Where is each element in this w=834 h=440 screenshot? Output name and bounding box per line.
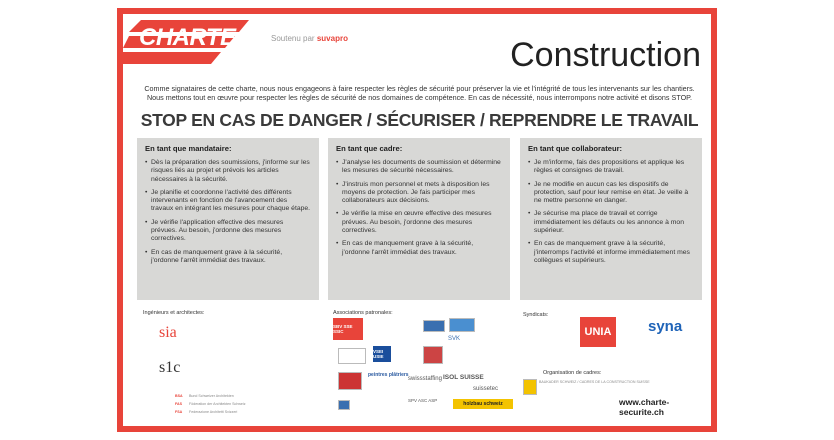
fsa-code: FSA xyxy=(175,410,183,414)
holzbau-logo: holzbau schweiz xyxy=(453,399,513,409)
list-item: • Je ne modifie en aucun cas les dispositifs de protection, sauf pour leur remise en état. Je veille à ne mettre personne en danger. xyxy=(528,181,694,206)
column-mandataire xyxy=(137,138,319,300)
charte-logo: CHARTE xyxy=(139,24,236,51)
association-logo xyxy=(423,346,443,364)
website-link[interactable]: www.charte-securite.ch xyxy=(619,397,670,417)
supported-by: Soutenu par suvapro xyxy=(271,34,348,43)
sic-logo: s1c xyxy=(159,359,181,376)
cadre-label: Organisation de cadres: xyxy=(543,370,602,376)
list-item: • En cas de manquement grave à la sécurité, j'ordonne l'arrêt immédiat des travaux. xyxy=(145,249,311,266)
list-item: • Je m'informe, fais des propositions et applique les règles et consignes de travail. xyxy=(528,159,694,176)
list-item: • Je vérifie l'application effective des mesures prévues. Au besoin, j'ordonne des mesures correctives. xyxy=(145,219,311,244)
unia-logo: UNIA xyxy=(580,317,616,347)
list-item: • Je vérifie la mise en œuvre effective des mesures prévues. Au besoin, j'ordonne des mesures correctives. xyxy=(336,210,502,235)
column-title: En tant que cadre: xyxy=(336,144,403,153)
suissetec-logo: suissetec xyxy=(473,386,499,392)
list-item: • Dès la préparation des soumissions, j'informe sur les risques liés au projet et prévois les articles nécessaires à la sécurité. xyxy=(145,159,311,184)
swissstaffing-logo: swissstaffing xyxy=(408,376,442,382)
engineers-label: Ingénieurs et architectes: xyxy=(143,310,205,316)
syna-logo: syna xyxy=(648,318,683,335)
sbv-logo: SBV SSE SSIC xyxy=(333,318,363,340)
association-logo xyxy=(338,372,362,390)
association-logo xyxy=(449,318,475,332)
column-cadre xyxy=(328,138,510,300)
column-collaborateur xyxy=(520,138,702,300)
column-title: En tant que mandataire: xyxy=(145,144,232,153)
list-item: • En cas de manquement grave à la sécurité, j'ordonne l'arrêt immédiat des travaux. xyxy=(336,240,502,257)
list-item: • Je sécurise ma place de travail et corrige immédiatement les défauts ou les annonce à mon supérieur. xyxy=(528,210,694,235)
stop-banner: STOP EN CAS DE DANGER / SÉCURISER / REPRENDRE LE TRAVAIL xyxy=(140,110,699,130)
peintres-logo: peintres plâtriers xyxy=(368,372,409,378)
spv-logo: SPV ASC ASP xyxy=(408,398,438,403)
association-logo xyxy=(338,400,350,410)
isol-logo: ISOL SUISSE xyxy=(443,374,484,381)
column-title: En tant que collaborateur: xyxy=(528,144,623,153)
cadre-logo xyxy=(523,379,537,395)
vsei-logo: VSEI USIE xyxy=(373,346,391,362)
unions-label: Syndicats: xyxy=(523,312,549,318)
page-title: Construction xyxy=(510,36,701,74)
associations-label: Associations patronales: xyxy=(333,310,393,316)
cadre-text: BAUKADER SCHWEIZ / CADRES DE LA CONSTRUCTION SUISSE xyxy=(539,380,650,384)
list-item: • Je planifie et coordonne l'activité des différents intervenants en fonction de l'avancement des travaux en intégrant les mesures pour chaque étape. xyxy=(145,189,311,214)
association-logo xyxy=(338,348,366,364)
bsa-name: Bund Schweizer Architekten xyxy=(189,394,234,398)
fsa-name: Federazione Architetti Svizzeri xyxy=(189,410,238,414)
svk-logo: SVK xyxy=(448,336,461,342)
list-item: • En cas de manquement grave à la sécurité, j'interromps l'activité et informe immédiatement mes collègues et supérieurs. xyxy=(528,240,694,265)
list-item: • J'instruis mon personnel et mets à disposition les moyens de protection. Je fais participer mes collaborateurs aux décisions. xyxy=(336,181,502,206)
association-logo xyxy=(423,320,445,332)
fas-name: Föderation der Architekten Schweiz xyxy=(189,402,246,406)
bsa-code: BSA xyxy=(175,394,183,398)
intro-text: Comme signataires de cette charte, nous nous engageons à faire respecter les règles de sécurité pour préserver la vie et l'intégrité de tous les intervenants sur les chantiers. Nous mettons tout en œuvre pour respecter les règles de sécurité de nos domaines de compétence. En cas de nécessité, nous interrompons notre activité et disons STOP. xyxy=(144,84,695,102)
list-item: • J'analyse les documents de soumission et détermine les mesures de sécurité nécessaires. xyxy=(336,159,502,176)
charter-poster xyxy=(117,8,717,432)
sia-logo: sia xyxy=(159,324,177,341)
fas-code: FAS xyxy=(175,402,182,406)
